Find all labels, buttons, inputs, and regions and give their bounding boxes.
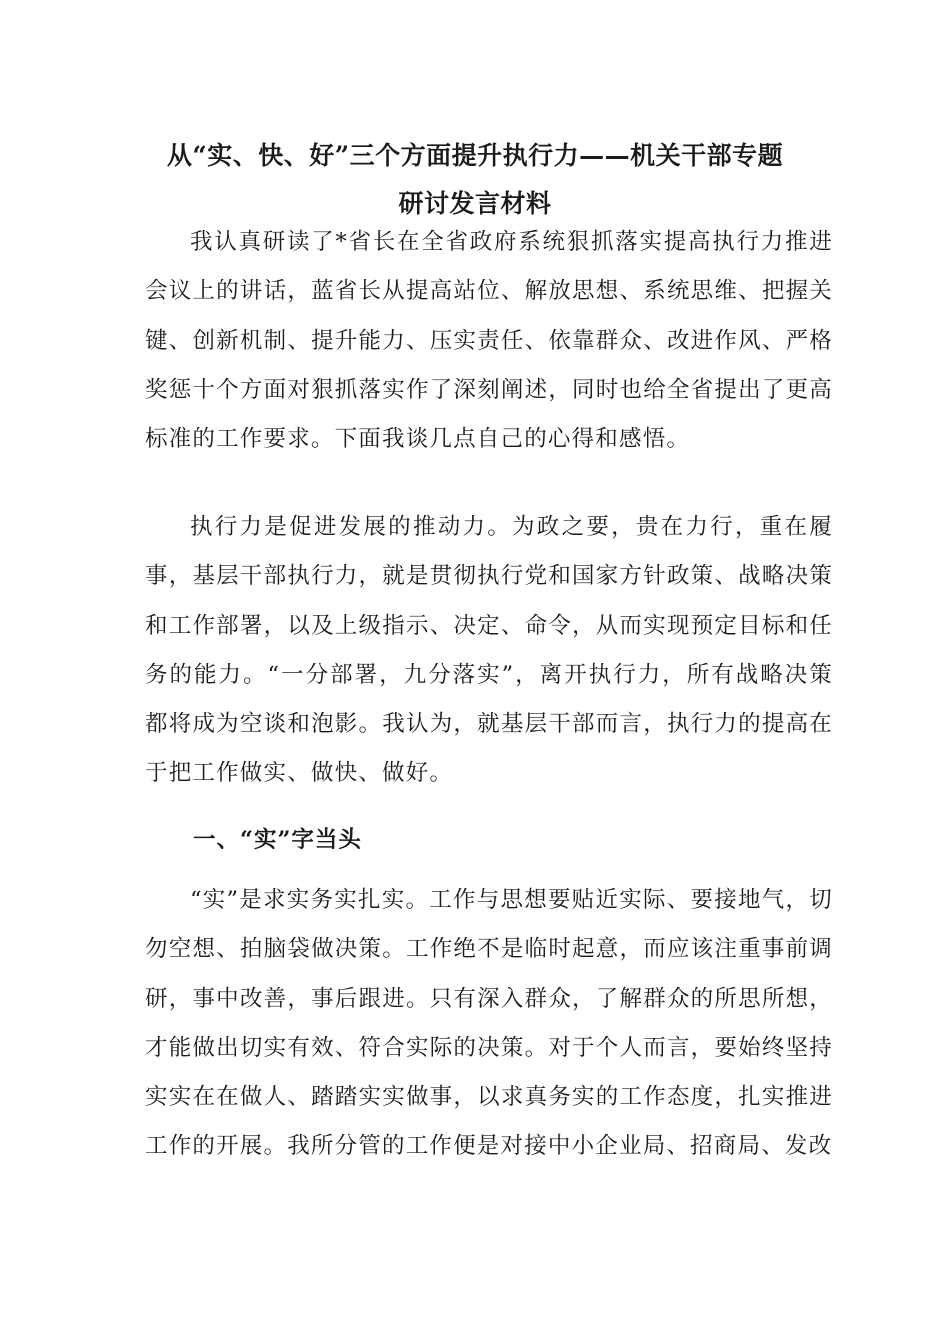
paragraph-execution: 执行力是促进发展的推动力。为政之要，贵在力行，重在履事，基层干部执行力，就是贯彻执行党和国家方针政策、战略决策和工作部署，以及上级指示、决定、命令，从而实现预定目标和任务的能力。“一分部署，九分落实”，离开执行力，所有战略决策都将成为空谈和泡影。我认为，就基层干部而言，执行力的提高在于把工作做实、做快、做好。 [145,514,833,787]
paragraph-section-1: “实”是求实务实扎实。工作与思想要贴近实际、要接地气，切勿空想、拍脑袋做决策。工作绝不是临时起意，而应该注重事前调研，事中改善，事后跟进。只有深入群众，了解群众的所思所想，才能做出切实有效、符合实际的决策。对于个人而言，要始终坚持实实在在做人、踏踏实实做事，以求真务实的工作态度，扎实推进工作的开展。我所分管的工作便是对接中小企业局、招商局、发改 [145,887,833,1160]
section-heading: 一、“实”字当头 [193,827,362,853]
paragraph-intro: 我认真研读了*省长在全省政府系统狠抓落实提高执行力推进会议上的讲话，蓝省长从提高站位、解放思想、系统思维、把握关键、创新机制、提升能力、压实责任、依靠群众、改进作风、严格奖惩十个方面对狠抓落实作了深刻阐述，同时也给全省提出了更高标准的工作要求。下面我谈几点自己的心得和感悟。 [145,229,833,453]
document-title-line-2: 研讨发言材料 [398,189,552,218]
document-title-line-1: 从“实、快、好”三个方面提升执行力——机关干部专题 [166,141,784,170]
